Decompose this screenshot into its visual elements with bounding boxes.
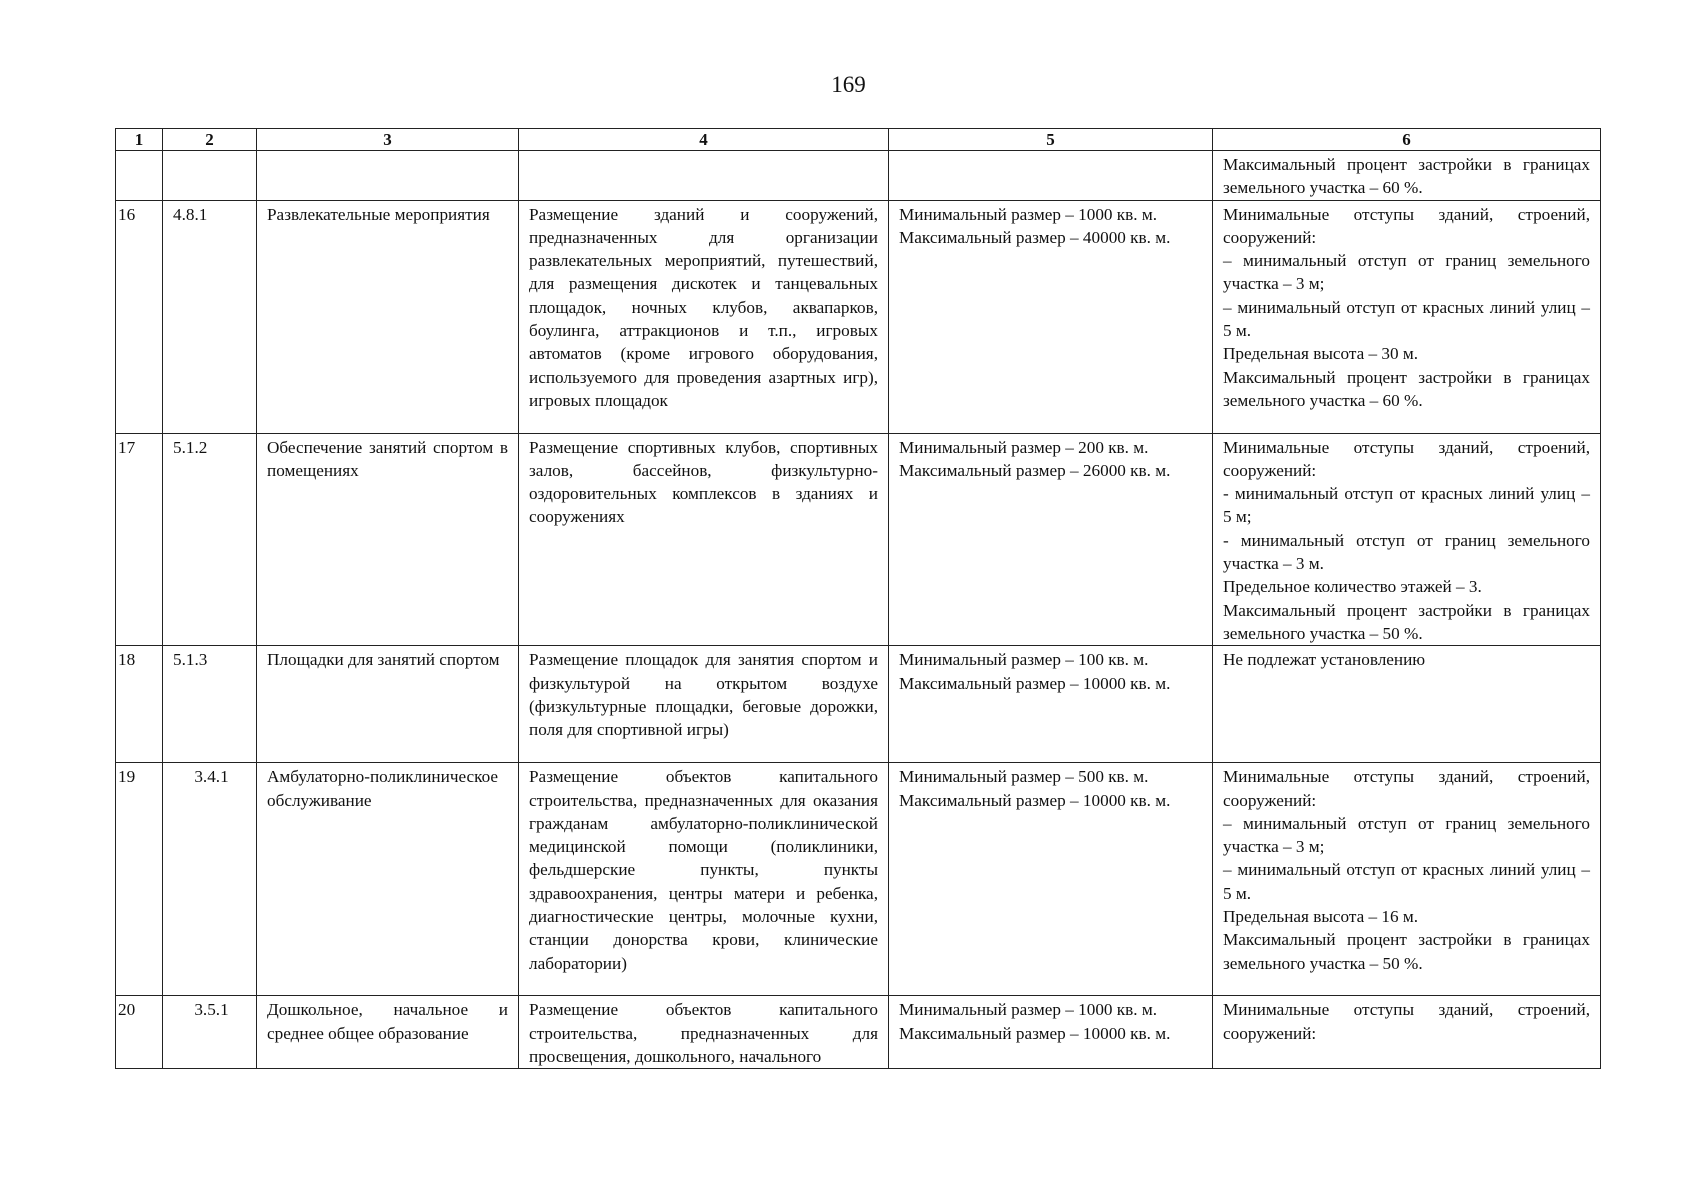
- size-max: Максимальный размер – 10000 кв. м.: [899, 1023, 1171, 1043]
- cell-code: 5.1.3: [163, 646, 257, 763]
- param-line: Не подлежат установлению: [1223, 650, 1426, 670]
- cell-code: 4.8.1: [163, 200, 257, 433]
- param-line: Минимальные отступы зданий, строений, сооружений:: [1223, 437, 1590, 480]
- table-row: [116, 996, 1601, 1069]
- param-line: Минимальные отступы зданий, строений, сооружений:: [1223, 1000, 1590, 1043]
- cell-code: 3.4.1: [163, 763, 257, 996]
- column-header: 2: [163, 129, 257, 151]
- size-max: Максимальный размер – 26000 кв. м.: [899, 460, 1171, 480]
- header-row: [116, 129, 1601, 151]
- cell-description: Размещение объектов капитального строительства, предназначенных для просвещения, дошкольного, начального: [519, 996, 889, 1069]
- cell-number: 17: [116, 433, 163, 646]
- cell-params: [1213, 996, 1601, 1069]
- cell-params: [1213, 433, 1601, 646]
- size-min: Минимальный размер – 500 кв. м.: [899, 767, 1149, 787]
- param-line: Предельная высота – 16 м.: [1223, 907, 1419, 927]
- param-line: Минимальные отступы зданий, строений, сооружений:: [1223, 767, 1590, 810]
- cell-size: [889, 996, 1213, 1069]
- size-max: Максимальный размер – 10000 кв. м.: [899, 673, 1171, 693]
- param-line: Предельная высота – 30 м.: [1223, 344, 1419, 364]
- param-line: – минимальный отступ от красных линий улиц – 5 м.: [1223, 297, 1590, 341]
- size-max: Максимальный размер – 10000 кв. м.: [899, 790, 1171, 810]
- param-line: – минимальный отступ от границ земельного участка – 3 м;: [1223, 251, 1590, 294]
- cell-empty: [889, 151, 1213, 201]
- cell-params: [1213, 646, 1601, 763]
- size-min: Минимальный размер – 1000 кв. м.: [899, 1000, 1158, 1020]
- cell-number: 20: [116, 996, 163, 1069]
- cell-description: Размещение объектов капитального строительства, предназначенных для оказания гражданам амбулаторно-поликлинической медицинской помощи (поликлиники, фельдшерские пункты, пункты здравоохранения, центры матери и ребенка, диагностические центры, молочные кухни, станции донорства крови, клинические лаборатории): [519, 763, 889, 996]
- cell-empty: [257, 151, 519, 201]
- cell-size: [889, 646, 1213, 763]
- cell-name: Амбулаторно-поликлиническое обслуживание: [257, 763, 519, 996]
- param-line: - минимальный отступ от красных линий улиц – 5 м;: [1223, 484, 1590, 527]
- cell-code: 5.1.2: [163, 433, 257, 646]
- cell-description: Размещение зданий и сооружений, предназначенных для организации развлекательных мероприятий, путешествий, для размещения дискотек и танцевальных площадок, ночных клубов, аквапарков, боулинга, аттракционов и т.п., игровых автоматов (кроме игрового оборудования, используемого для проведения азартных игр), игровых площадок: [519, 200, 889, 433]
- cell-name: Дошкольное, начальное и среднее общее образование: [257, 996, 519, 1069]
- cell-params: [1213, 151, 1601, 201]
- cell-name: Развлекательные мероприятия: [257, 200, 519, 433]
- size-max: Максимальный размер – 40000 кв. м.: [899, 227, 1171, 247]
- cell-description: Размещение спортивных клубов, спортивных залов, бассейнов, физкультурно-оздоровительных комплексов в зданиях и сооружениях: [519, 433, 889, 646]
- param-line: Максимальный процент застройки в границах земельного участка – 50 %.: [1223, 600, 1590, 643]
- table-row: [116, 433, 1601, 646]
- param-line: – минимальный отступ от красных линий улиц – 5 м.: [1223, 860, 1590, 903]
- cell-empty: [163, 151, 257, 201]
- column-header: 4: [519, 129, 889, 151]
- param-line: Максимальный процент застройки в границах земельного участка – 60 %.: [1223, 367, 1590, 410]
- table-row: [116, 646, 1601, 763]
- size-min: Минимальный размер – 100 кв. м.: [899, 650, 1149, 670]
- column-header: 1: [116, 129, 163, 151]
- param-line: – минимальный отступ от границ земельного участка – 3 м;: [1223, 813, 1590, 857]
- cell-params: [1213, 200, 1601, 433]
- param-line: Максимальный процент застройки в границах земельного участка – 60 %.: [1223, 155, 1590, 198]
- table-row: [116, 200, 1601, 433]
- param-line: Минимальные отступы зданий, строений, сооружений:: [1223, 204, 1590, 247]
- cell-size: [889, 433, 1213, 646]
- size-min: Минимальный размер – 1000 кв. м.: [899, 204, 1158, 224]
- param-line: Максимальный процент застройки в границах земельного участка – 50 %.: [1223, 930, 1590, 973]
- cell-name: Обеспечение занятий спортом в помещениях: [257, 433, 519, 646]
- cell-params: [1213, 763, 1601, 996]
- cell-name: Площадки для занятий спортом: [257, 646, 519, 763]
- cell-number: 16: [116, 200, 163, 433]
- param-line: Предельное количество этажей – 3.: [1223, 577, 1482, 597]
- cell-size: [889, 763, 1213, 996]
- cell-description: Размещение площадок для занятия спортом и физкультурой на открытом воздухе (физкультурные площадки, беговые дорожки, поля для спортивной игры): [519, 646, 889, 763]
- land-use-regulations-table: [115, 128, 1601, 1069]
- column-header: 3: [257, 129, 519, 151]
- column-header: 6: [1213, 129, 1601, 151]
- page-number: 169: [831, 72, 866, 97]
- cell-code: 3.5.1: [163, 996, 257, 1069]
- cell-size: [889, 200, 1213, 433]
- cell-number: 18: [116, 646, 163, 763]
- cell-empty: [519, 151, 889, 201]
- size-min: Минимальный размер – 200 кв. м.: [899, 437, 1149, 457]
- cell-empty: [116, 151, 163, 201]
- column-header: 5: [889, 129, 1213, 151]
- param-line: - минимальный отступ от границ земельного участка – 3 м.: [1223, 530, 1590, 574]
- table-row-continuation: [116, 151, 1601, 201]
- table-row: [116, 763, 1601, 996]
- cell-number: 19: [116, 763, 163, 996]
